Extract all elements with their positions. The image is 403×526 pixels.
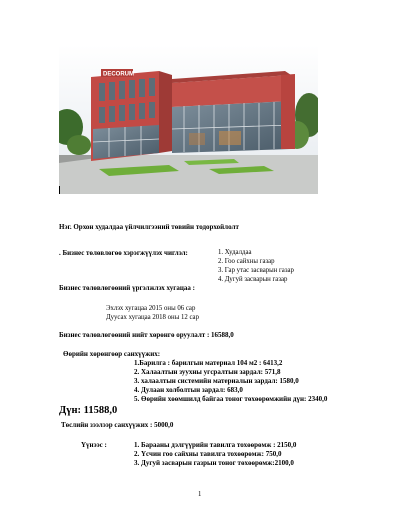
svg-text:DECORUM: DECORUM bbox=[103, 71, 134, 78]
own-funds-item: 3. халаалтын системийн материалын зардал: 1580,0 bbox=[134, 377, 299, 385]
own-funds-label: Өөрийн хөрөнгөөр санхүүжих: bbox=[63, 350, 161, 358]
loan-prefix: Үүнээс : bbox=[81, 441, 107, 449]
loan-item: 2. Үсчин гоо сайхны тавилга тохөөрөмж: 750,0 bbox=[134, 450, 282, 458]
duration-end: Дуусах хугацаа 2018 оны 12 сар bbox=[106, 314, 199, 321]
duration-label: Бизнес төлөвлөгөөний үргэлжлэх хугацаа : bbox=[59, 284, 195, 292]
activity-item: 2. Гоо сайхны газар bbox=[218, 258, 275, 265]
own-funds-item: 1.Барилга : барилгын материал 104 м2 : 6413,2 bbox=[134, 359, 283, 367]
loan-item: 1. Барааны дэлгүүрийн тавилга тохөөрөмж : 2150,0 bbox=[134, 441, 297, 449]
loan-item: 3. Дугуй засварын газрын тоног төхөөрөмж:2100,0 bbox=[134, 459, 294, 467]
activity-label: . Бизнес төлөвлөгөө хэрэгжүүлэх чиглэл: bbox=[59, 249, 188, 257]
building-image bbox=[59, 45, 318, 194]
own-funds-item: 5. Өөрийн хөөмшилд байгаа тоног төхөөрөмжийн дүн: 2340,0 bbox=[134, 395, 328, 403]
own-funds-item: 4. Дулаан холболтын зардал: 683,0 bbox=[134, 386, 243, 394]
total-investment: Бизнес төлөвлөгөөний нийт хөрөнгө оруулалт : 16588,0 bbox=[59, 331, 234, 339]
activity-item: 4. Дугуй засварын газар bbox=[218, 276, 288, 283]
duration-start: Эхлэх хугацаа 2015 оны 06 сар bbox=[106, 305, 196, 312]
loan-label: Төслийн зээлээр санхүүжих : 5000,0 bbox=[61, 421, 174, 429]
page-number: 1 bbox=[198, 491, 202, 498]
text-cursor bbox=[59, 186, 60, 194]
section-heading: Нэг. Орхон худалдаа үйлчилгээний төвийн тодорхойлолт bbox=[59, 223, 239, 231]
activity-item: 3. Гар утас засварын газар bbox=[218, 267, 294, 274]
activity-item: 1. Худалдаа bbox=[218, 249, 252, 256]
own-funds-item: 2. Халаалтын зуухны угсралтын зардал: 571,8 bbox=[134, 368, 281, 376]
own-funds-total: Дүн: 11588,0 bbox=[59, 405, 118, 416]
